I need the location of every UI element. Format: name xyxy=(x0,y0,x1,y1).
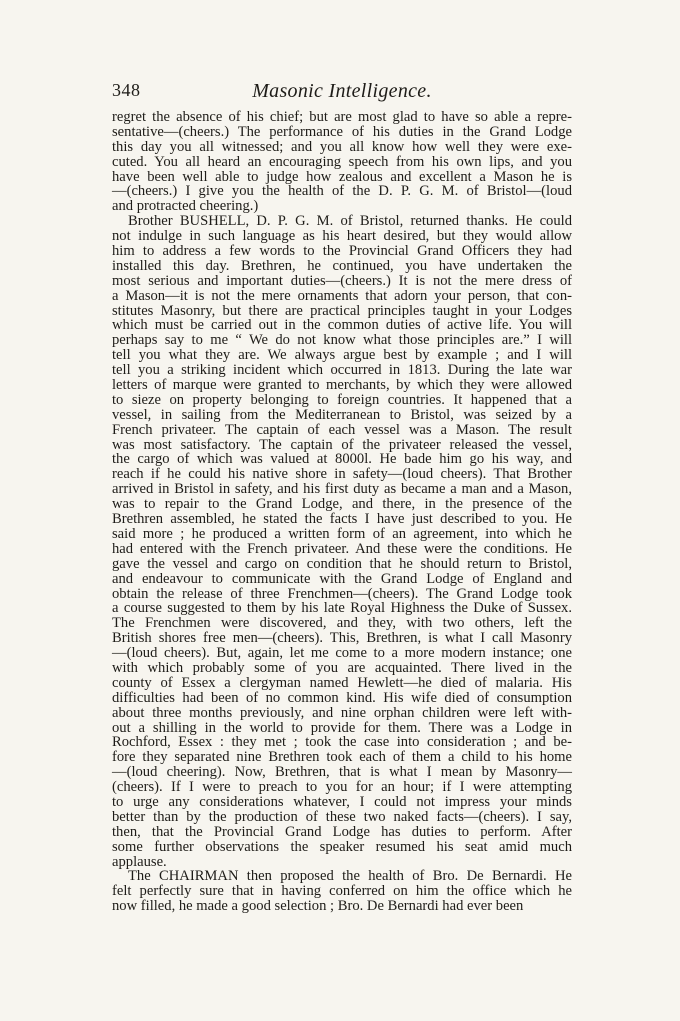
text-line: about three months previously, and nine orphan children were left with- xyxy=(112,704,572,721)
text-line: gave the vessel and cargo on condition that he should return to Bristol, xyxy=(112,555,572,572)
text-line: letters of marque were granted to merchants, by which they were allowed xyxy=(112,377,572,394)
text-line: had entered with the French privateer. And these were the conditions. He xyxy=(112,540,572,557)
text-line: was to repair to the Grand Lodge, and there, in the presence of the xyxy=(112,496,572,513)
text-line: applause. xyxy=(112,853,167,870)
page-header xyxy=(112,80,572,104)
text-line: difficulties had been of no common kind. His wife died of consumption xyxy=(112,689,572,706)
text-line: him to address a few words to the Provincial Grand Officers they had xyxy=(112,243,572,260)
paragraph-p3 xyxy=(112,869,572,914)
text-line: most serious and important duties—(cheers.) It is not the mere dress of xyxy=(112,272,572,289)
text-line: vessel, in sailing from the Mediterranean to Bristol, was seized by a xyxy=(112,406,572,423)
text-line: obtain the release of three Frenchmen—(cheers). The Grand Lodge took xyxy=(112,585,572,602)
text-line: arrived in Bristol in safety, and his first duty as became a man and a Mason, xyxy=(112,481,572,498)
text-line: Brethren assembled, he stated the facts I have just described to you. He xyxy=(112,511,572,528)
page-number: 348 xyxy=(112,80,141,100)
text-line: not indulge in such language as his heart desired, but they would allow xyxy=(112,228,572,245)
text-line: a course suggested to them by his late Royal Highness the Duke of Sussex. xyxy=(112,600,572,617)
text-line: a Mason—it is not the mere ornaments that adorn your person, that con- xyxy=(112,287,572,304)
paragraph-p2 xyxy=(112,214,572,869)
text-line: now filled, he made a good selection ; Bro. De Bernardi had ever been xyxy=(112,898,524,915)
text-line: regret the absence of his chief; but are most glad to have so able a repre- xyxy=(112,109,572,125)
text-line: tell you what they are. We always argue best by example ; and I will xyxy=(112,347,572,364)
text-line: said more ; he produced a written form of an agreement, into which he xyxy=(112,525,572,542)
text-line: The CHAIRMAN then proposed the health of Bro. De Bernardi. He xyxy=(128,868,572,885)
text-line: out a shilling in the world to provide for them. There was a Lodge in xyxy=(112,719,572,736)
text-line: reach if he could his native shore in safety—(loud cheers). That Brother xyxy=(112,466,572,483)
text-line: British shores free men—(cheers). This, Brethren, is what I call Masonry xyxy=(112,630,572,647)
text-line: felt perfectly sure that in having conferred on him the office which he xyxy=(112,883,572,900)
text-line: some further observations the speaker resumed his seat amid much xyxy=(112,838,572,855)
text-line: which must be carried out in the common duties of active life. You will xyxy=(112,317,572,334)
paragraph-p1 xyxy=(112,110,572,214)
text-line: have been well able to judge how zealous and excellent a Mason he is xyxy=(112,168,572,185)
text-line: to urge any considerations whatever, I could not impress your minds xyxy=(112,793,572,810)
text-line: better than by the production of these two naked facts—(cheers). I say, xyxy=(112,808,572,825)
running-title: Masonic Intelligence. xyxy=(252,80,432,102)
text-line: fore they separated nine Brethren took each of them a child to his home xyxy=(112,749,572,766)
text-line: this day you all witnessed; and you all know how well they were exe- xyxy=(112,138,572,155)
text-line: sentative—(cheers.) The performance of his duties in the Grand Lodge xyxy=(112,123,572,140)
text-line: French privateer. The captain of each vessel was a Mason. The result xyxy=(112,421,572,438)
text-line: with which probably some of you are acquainted. There lived in the xyxy=(112,659,572,676)
text-line: installed this day. Brethren, he continued, you have undertaken the xyxy=(112,257,572,274)
text-line: county of Essex a clergyman named Hewlett—he died of malaria. His xyxy=(112,674,572,691)
text-line: stitutes Masonry, but there are practical principles taught in your Lodges xyxy=(112,302,572,319)
text-line: cuted. You all heard an encouraging speech from his own lips, and you xyxy=(112,153,572,170)
text-line: (cheers). If I were to preach to you for an hour; if I were attempting xyxy=(112,779,572,796)
text-line: and protracted cheering.) xyxy=(112,198,259,215)
article-body xyxy=(112,110,572,914)
text-line: to sieze on property belonging to foreign countries. It happened that a xyxy=(112,391,572,408)
text-line: the cargo of which was valued at 8000l. He bade him go his way, and xyxy=(112,451,572,468)
text-line: —(cheers.) I give you the health of the D. P. G. M. of Bristol—(loud xyxy=(112,183,572,200)
text-line: The Frenchmen were discovered, and they, with two others, left the xyxy=(112,615,572,632)
text-line: —(loud cheering). Now, Brethren, that is what I mean by Masonry— xyxy=(112,764,572,781)
text-line: and endeavour to communicate with the Grand Lodge of England and xyxy=(112,570,572,587)
text-line: Brother BUSHELL, D. P. G. M. of Bristol, returned thanks. He could xyxy=(128,213,572,230)
text-line: —(loud cheers). But, again, let me come to a more modern instance; one xyxy=(112,645,572,662)
text-line: perhaps say to me “ We do not know what those principles are.” I will xyxy=(112,332,572,349)
text-line: then, that the Provincial Grand Lodge has duties to perform. After xyxy=(112,823,572,840)
text-line: tell you a striking incident which occurred in 1813. During the late war xyxy=(112,362,572,379)
text-line: Rochford, Essex : they met ; took the case into consideration ; and be- xyxy=(112,734,572,751)
text-line: was most satisfactory. The captain of the privateer released the vessel, xyxy=(112,436,572,453)
